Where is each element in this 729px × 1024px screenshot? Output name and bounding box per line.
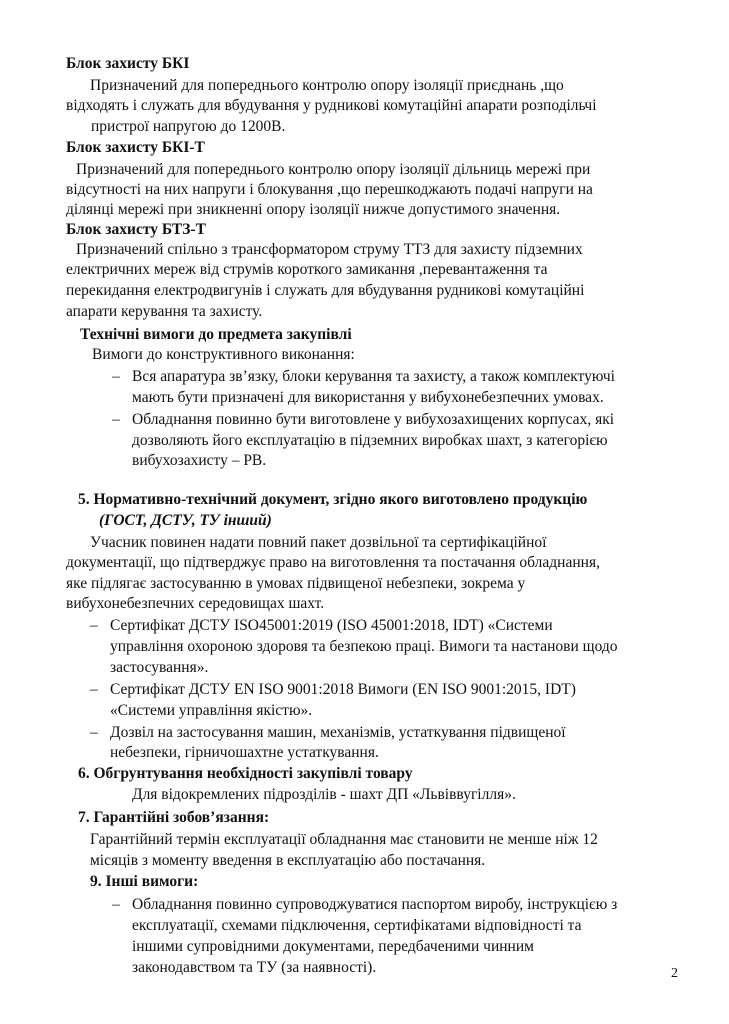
paragraph-line: відходять і служать для вбудування у рудникові комутаційні апарати розподільчі [66, 97, 597, 114]
paragraph-line: Вимоги до конструктивного виконання: [92, 346, 355, 363]
list-item-line: експлуатації, схемами підключення, сертифікатами відповідності та [132, 917, 582, 934]
paragraph-line: Гарантійний термін експлуатації обладнання має становити не менше ніж 12 [90, 831, 598, 848]
list-item-line: Сертифікат ДСТУ ISO45001:2019 (ISO 45001:2018, IDT) «Системи [110, 617, 553, 634]
section-7-title: 7. Гарантійні зобов’язання: [78, 809, 270, 826]
list-dash: – [90, 617, 98, 634]
paragraph-line: Учасник повинен надати повний пакет дозвільної та сертифікаційної [90, 534, 547, 551]
list-dash: – [112, 896, 120, 913]
paragraph-line: ділянці мережі при зникненні опору ізоляції нижче допустимого значення. [66, 201, 561, 218]
list-dash: – [90, 681, 98, 698]
list-item-line: Вся апаратура зв’язку, блоки керування та захисту, а також комплектуючі [132, 368, 615, 385]
page-number: 2 [671, 966, 678, 981]
list-item-line: мають бути призначені для використання у вибухонебезпечних умовах. [132, 389, 604, 406]
section-5-subtitle: (ГОСТ, ДСТУ, ТУ інший) [99, 512, 272, 529]
paragraph-line: апарати керування та захисту. [66, 303, 263, 320]
list-item-line: дозволяють його експлуатацію в підземних виробках шахт, з категорією [132, 432, 608, 449]
list-dash: – [90, 724, 98, 741]
paragraph-line: місяців з моменту введення в експлуатацію або постачання. [90, 852, 486, 869]
paragraph-line: відсутності на них напруги і блокування ,що перешкоджають подачі напруги на [66, 181, 593, 198]
list-item-line: управління охороною здоровя та безпекою праці. Вимоги та настанови щодо [110, 638, 618, 655]
list-item-line: вибухозахисту – РВ. [132, 452, 267, 469]
list-item-line: Дозвіл на застосування машин, механізмів, устаткування підвищеної [110, 724, 566, 741]
paragraph-line: Призначений для попереднього контролю опору ізоляції приєднань ,що [90, 77, 564, 94]
paragraph-line: Призначений спільно з трансформатором струму ТТЗ для захисту підземних [76, 241, 583, 258]
paragraph-line: електричних мереж від струмів короткого замикання ,перевантаження та [66, 261, 548, 278]
section-5-title: 5. Нормативно-технічний документ, згідно якого виготовлено продукцію [78, 491, 588, 508]
section-9-title: 9. Інші вимоги: [90, 873, 199, 890]
heading-bki-t: Блок захисту БКІ-Т [66, 139, 205, 156]
heading-technical-requirements: Технічні вимоги до предмета закупівлі [80, 326, 352, 343]
paragraph-line: пристрої напругою до 1200В. [91, 118, 286, 135]
paragraph-line: вибухонебезпечних середовищах шахт. [66, 595, 325, 612]
paragraph-line: Призначений для попереднього контролю опору ізоляції дільниць мережі при [76, 161, 591, 178]
list-item-line: «Системи управління якістю». [110, 702, 313, 719]
section-6-title: 6. Обгрунтування необхідності закупівлі товару [78, 765, 413, 782]
paragraph-line: документації, що підтверджує право на виготовлення та постачання обладнання, [66, 554, 600, 571]
list-item-line: законодавством та ТУ (за наявності). [132, 959, 377, 976]
list-item-line: Обладнання повинно бути виготовлене у вибухозахищених корпусах, які [132, 411, 615, 428]
paragraph-line: Для відокремлених підрозділів - шахт ДП «Львіввугілля». [132, 786, 516, 803]
list-dash: – [112, 368, 120, 385]
list-item-line: Сертифікат ДСТУ EN ISO 9001:2018 Вимоги (EN ISO 9001:2015, IDT) [110, 681, 576, 698]
heading-btz-t: Блок захисту БТЗ-Т [66, 221, 206, 238]
list-dash: – [112, 411, 120, 428]
list-item-line: Обладнання повинно супроводжуватися паспортом виробу, інструкцією з [132, 896, 618, 913]
list-item-line: небезпеки, гірничошахтне устаткування. [110, 744, 379, 761]
heading-bki: Блок захисту БКІ [66, 55, 190, 72]
paragraph-line: перекидання електродвигунів і служать для вбудування рудникові комутаційні [66, 282, 585, 299]
list-item-line: іншими супровідними документами, передбаченими чинним [132, 938, 534, 955]
paragraph-line: яке підлягає застосуванню в умовах підвищеної небезпеки, зокрема у [66, 575, 526, 592]
list-item-line: застосування». [110, 659, 209, 676]
